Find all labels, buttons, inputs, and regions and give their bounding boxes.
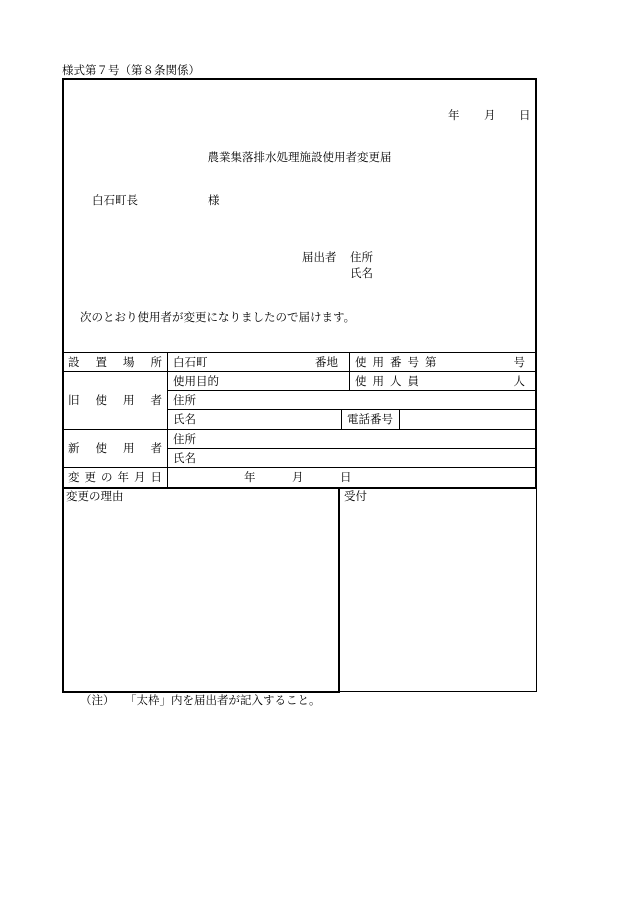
usage-persons-label: 使用人員 — [355, 374, 425, 389]
usage-number-cell — [350, 353, 537, 372]
usage-purpose-cell — [168, 372, 350, 391]
submission-date-year: 年 — [448, 108, 460, 122]
location-town: 白石町 — [173, 355, 208, 370]
statement-text: 次のとおり使用者が変更になりましたので届けます。 — [80, 310, 356, 324]
submission-date-month: 月 — [484, 108, 496, 122]
previous-user-label: 旧使用者 — [68, 393, 162, 408]
installation-location-cell — [168, 353, 350, 372]
reception-box — [339, 488, 537, 692]
previous-user-name-label: 氏名 — [173, 412, 196, 427]
applicant-name-label: 氏名 — [350, 266, 373, 280]
previous-user-name-cell — [168, 410, 342, 429]
change-date-year: 年 — [244, 469, 256, 484]
change-date-month: 月 — [292, 469, 304, 484]
phone-label: 電話番号 — [347, 412, 393, 427]
submission-date-day: 日 — [519, 108, 531, 122]
phone-label-cell — [342, 410, 400, 429]
usage-purpose-label: 使用目的 — [173, 374, 219, 389]
usage-number-label: 使用番号第 — [355, 355, 443, 370]
phone-number-field — [400, 410, 537, 429]
change-date-day: 日 — [340, 469, 352, 484]
note-label: （注） — [80, 693, 115, 707]
change-date-cell — [168, 468, 537, 487]
usage-number-suffix: 号 — [513, 355, 525, 370]
previous-user-label-cell — [62, 372, 168, 429]
change-date-label: 変更の年月日 — [68, 470, 162, 485]
new-user-label: 新使用者 — [68, 441, 162, 456]
installation-location-label: 設置場所 — [68, 355, 162, 370]
new-user-name-label: 氏名 — [173, 450, 196, 465]
reception-label: 受付 — [344, 489, 367, 503]
applicant-label: 届出者 — [302, 250, 337, 264]
form-title: 農業集落排水処理施設使用者変更届 — [207, 150, 392, 164]
installation-location-label-cell — [62, 353, 168, 372]
previous-user-address-cell — [168, 391, 537, 410]
new-user-label-cell — [62, 430, 168, 468]
addressee-honorific: 様 — [208, 193, 220, 207]
reason-box — [62, 487, 340, 693]
new-user-address-cell — [168, 430, 537, 449]
new-user-name-cell — [168, 449, 537, 468]
details-table — [62, 352, 537, 487]
addressee-name: 白石町長 — [92, 193, 138, 207]
new-user-address-label: 住所 — [173, 431, 196, 446]
usage-persons-cell — [350, 372, 537, 391]
previous-user-address-label: 住所 — [173, 393, 196, 408]
usage-persons-suffix: 人 — [513, 374, 525, 389]
note-text: 「太枠」内を届出者が記入すること。 — [125, 693, 321, 707]
location-lot-suffix: 番地 — [315, 355, 338, 370]
form-number: 様式第７号（第８条関係） — [62, 63, 200, 77]
applicant-address-label: 住所 — [350, 250, 373, 264]
change-date-label-cell — [62, 468, 168, 487]
reason-label: 変更の理由 — [66, 489, 124, 503]
